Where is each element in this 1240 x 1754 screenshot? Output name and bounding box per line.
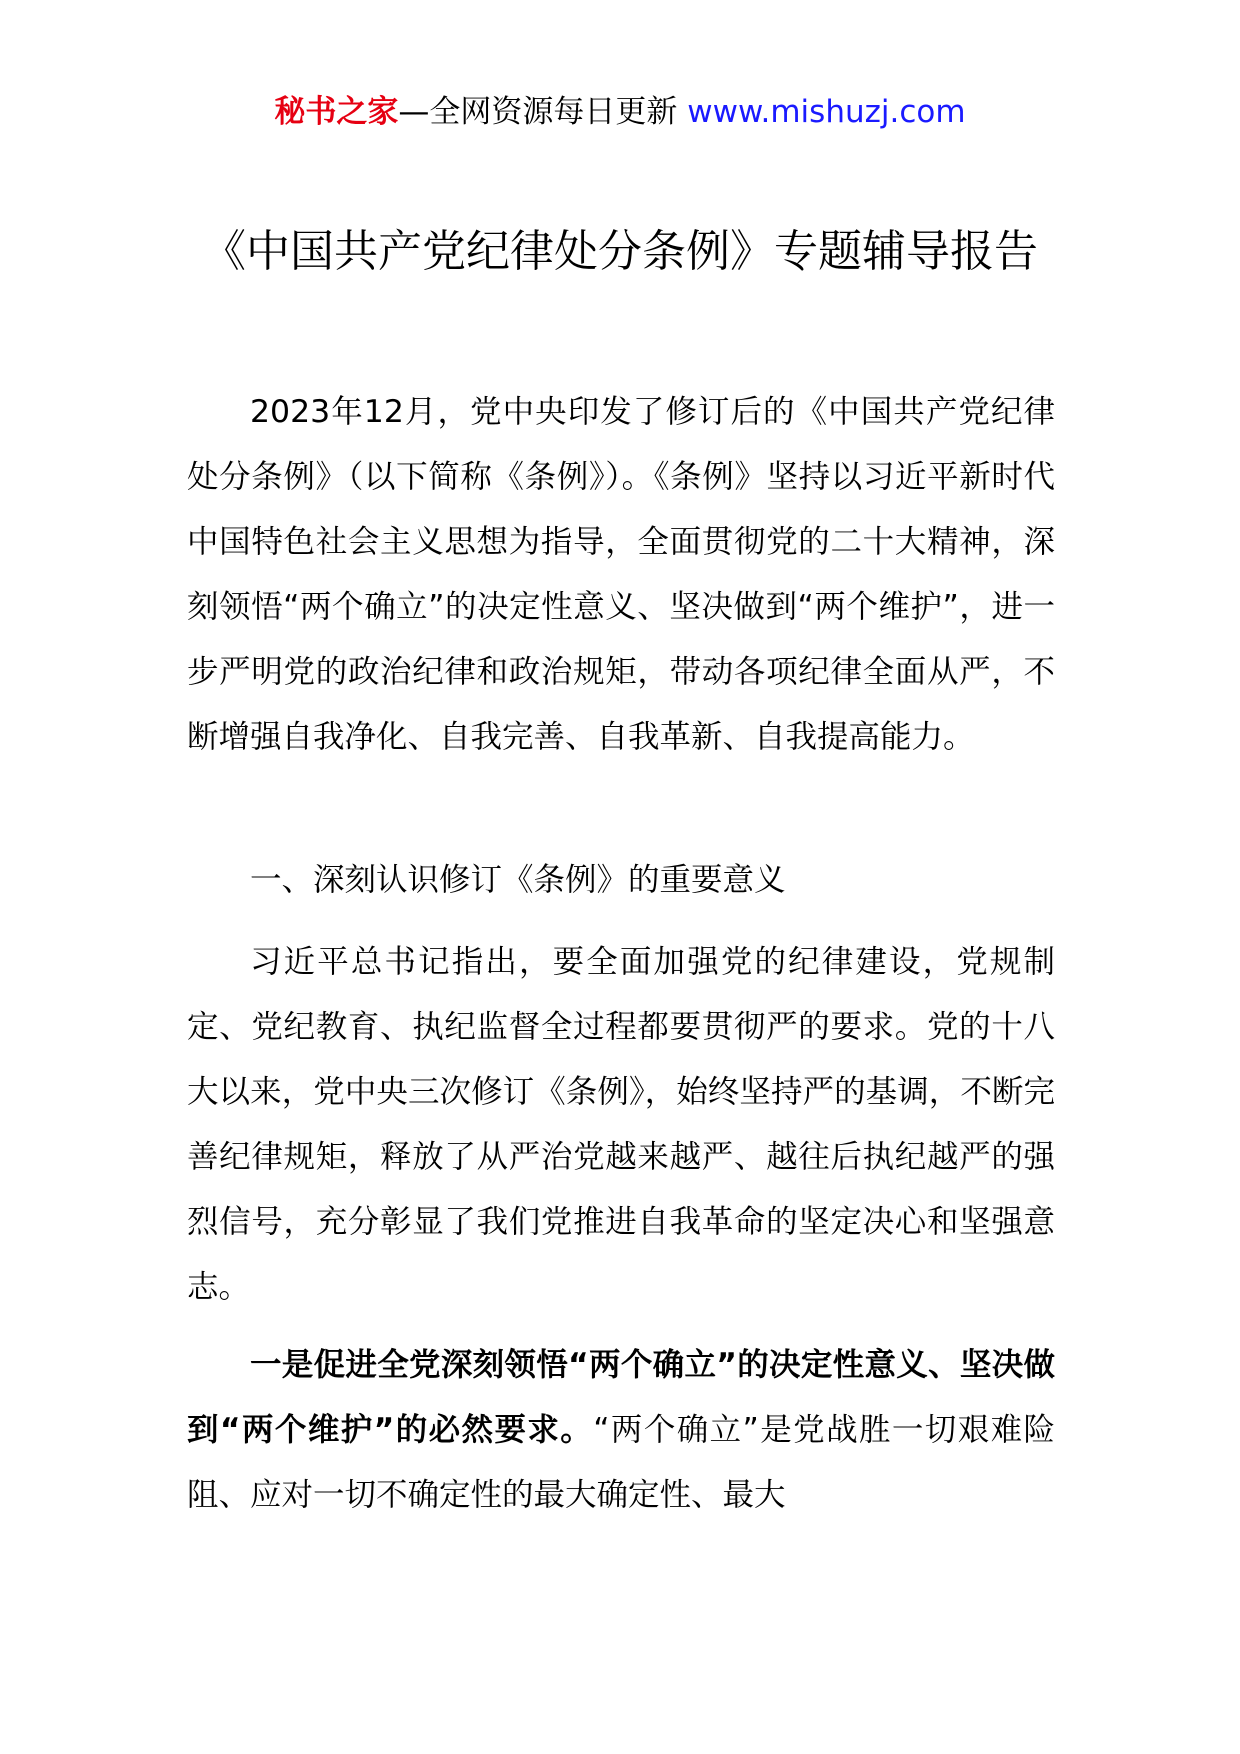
site-url-link[interactable]: www.mishuzj.com (687, 94, 966, 130)
site-brand: 秘书之家 (274, 94, 399, 130)
document-title: 《中国共产党纪律处分条例》专题辅导报告 (202, 226, 1038, 277)
site-header (0, 92, 1240, 132)
intro-paragraph: 2023年12月，党中央印发了修订后的《中国共产党纪律处分条例》（以下简称《条例》）。《条例》坚持以习近平新时代中国特色社会主义思想为指导，全面贯彻党的二十大精神，深刻领悟“两个确立”的决定性意义、坚决做到“两个维护”，进一步严明党的政治纪律和政治规矩，带动各项纪律全面从严，不断增强自我净化、自我完善、自我革新、自我提高能力。 (187, 394, 1055, 755)
point-1-paragraph (187, 1333, 1055, 1528)
section-1-paragraph: 习近平总书记指出，要全面加强党的纪律建设，党规制定、党纪教育、执纪监督全过程都要贯彻严的要求。党的十八大以来，党中央三次修订《条例》，始终坚持严的基调，不断完善纪律规矩，释放了从严治党越来越严、越往后执纪越严的强烈信号，充分彰显了我们党推进自我革命的坚定决心和坚强意志。 (187, 944, 1055, 1305)
point-1-text: “两个确立”是党战胜一切艰难险阻、应对一切不确定性的最大确定性、最大 (187, 1412, 1055, 1513)
point-1-lead: 一是促进全党深刻领悟“两个确立”的决定性意义、坚决做到“两个维护”的必然要求。 (187, 1347, 1055, 1448)
site-tagline: —全网资源每日更新 (398, 94, 688, 130)
section-heading-1: 一、深刻认识修订《条例》的重要意义 (250, 862, 786, 898)
